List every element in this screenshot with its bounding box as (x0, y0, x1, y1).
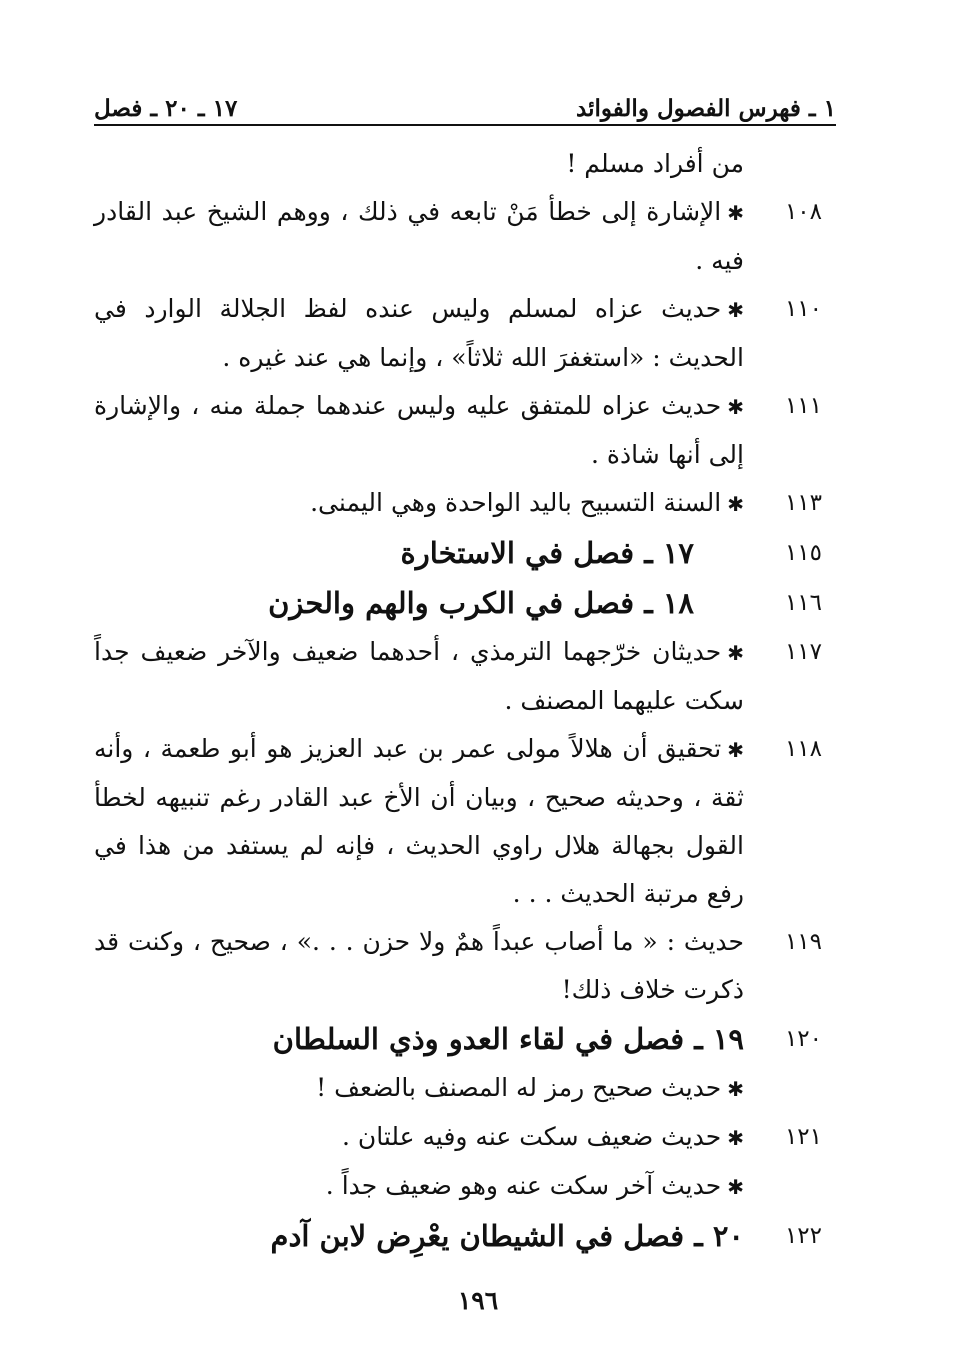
entry-text: حديث آخر سكت عنه وهو ضعيف جداً . (325, 1171, 722, 1200)
entry-text: حديث : « ما أصاب عبداً همٌ ولا حزن . . .» ، صحيح ، وكنت قد ذكرت خلاف ذلك! (94, 927, 744, 1004)
entry-text: حديث عزاه للمتفق عليه وليس عندهما جملة منه ، والإشارة إلى أنها شاذة . (94, 391, 744, 469)
page-number: ١٩٦ (457, 1286, 499, 1315)
page-ref (744, 1064, 836, 1113)
index-entry (94, 382, 836, 479)
index-entry (94, 285, 836, 382)
asterisk-icon: ✱ (727, 492, 744, 516)
index-entry (94, 918, 836, 1014)
chapter-entry (94, 1211, 836, 1261)
entry-text: من أفراد مسلم ! (566, 149, 744, 178)
entry-text: حديث صحيح رمز له المصنف بالضعف ! (316, 1073, 722, 1102)
page-ref: ١٢٠ (784, 1026, 822, 1052)
index-entry (94, 1113, 836, 1162)
index-entry (94, 479, 836, 528)
page-ref: ١١١ (784, 393, 822, 419)
page-ref: ١٢١ (784, 1124, 822, 1150)
page-ref: ١١٧ (784, 639, 822, 665)
chapter-title: ١٨ ـ فصل في الكرب والهم والحزن (268, 586, 694, 620)
index-entry (94, 1162, 836, 1211)
entry-text: السنة التسبيح باليد الواحدة وهي اليمنى. (310, 488, 722, 517)
asterisk-icon: ✱ (727, 395, 744, 419)
index-entry (94, 140, 836, 188)
page-ref: ١١٥ (784, 540, 822, 566)
index-entry (94, 188, 836, 285)
page-ref (744, 1162, 836, 1211)
page-ref: ١١٦ (784, 590, 822, 616)
header-section-title: ١ ـ فهرس الفصول والفوائد (576, 95, 836, 122)
index-entry (94, 725, 836, 918)
asterisk-icon: ✱ (727, 738, 744, 762)
asterisk-icon: ✱ (727, 1126, 744, 1150)
entry-text: تحقيق أن هلالاً مولى عمر بن عبد العزيز هو أبو طعمة ، وأنه ثقة ، وحديثه صحيح ، وبيان أن الأخ عبد القادر رغم تنبيهه لخطأ القول بجهالة هلال راوي الحديث ، فإنه لم يستفد من هذا في رفع مرتبة الحديث . . . (94, 734, 744, 908)
chapter-entry (94, 578, 836, 628)
running-header (94, 82, 836, 122)
asterisk-icon: ✱ (727, 298, 744, 322)
entry-text: الإشارة إلى خطأ مَنْ تابعه في ذلك ، ووهم الشيخ عبد القادر فيه . (94, 197, 744, 275)
header-rule (94, 124, 836, 126)
header-chapter-range: ١٧ ـ ٢٠ ـ فصل (94, 95, 238, 122)
asterisk-icon: ✱ (727, 641, 744, 665)
entry-text: حديثان خرّجهما الترمذي ، أحدهما ضعيف والآخر ضعيف جداً سكت عليهما المصنف . (94, 637, 744, 715)
asterisk-icon: ✱ (727, 201, 744, 225)
page-ref: ١١٨ (784, 736, 822, 762)
chapter-title: ١٧ ـ فصل في الاستخارة (400, 536, 694, 570)
chapter-entry (94, 1014, 836, 1064)
entry-text: حديث ضعيف سكت عنه وفيه علتان . (341, 1122, 722, 1151)
page-ref (744, 140, 836, 188)
chapter-title: ١٩ ـ فصل في لقاء العدو وذي السلطان (272, 1022, 744, 1056)
asterisk-icon: ✱ (727, 1175, 744, 1199)
page-ref: ١٠٨ (784, 199, 822, 225)
page-ref: ١١٩ (784, 929, 822, 955)
index-entry (94, 628, 836, 725)
chapter-entry (94, 528, 836, 578)
page-ref: ١٢٢ (784, 1223, 822, 1249)
index-entries (94, 140, 836, 1261)
chapter-title: ٢٠ ـ فصل في الشيطان يعْرِض لابن آدم (270, 1219, 744, 1253)
asterisk-icon: ✱ (727, 1077, 744, 1101)
page-ref: ١١٣ (784, 490, 822, 516)
page-ref: ١١٠ (784, 296, 822, 322)
index-entry (94, 1064, 836, 1113)
entry-text: حديث عزاه لمسلم وليس عنده لفظ الجلالة الوارد في الحديث : «استغفرَ الله ثلاثاً» ، وإنما هي عند غيره . (94, 294, 744, 372)
